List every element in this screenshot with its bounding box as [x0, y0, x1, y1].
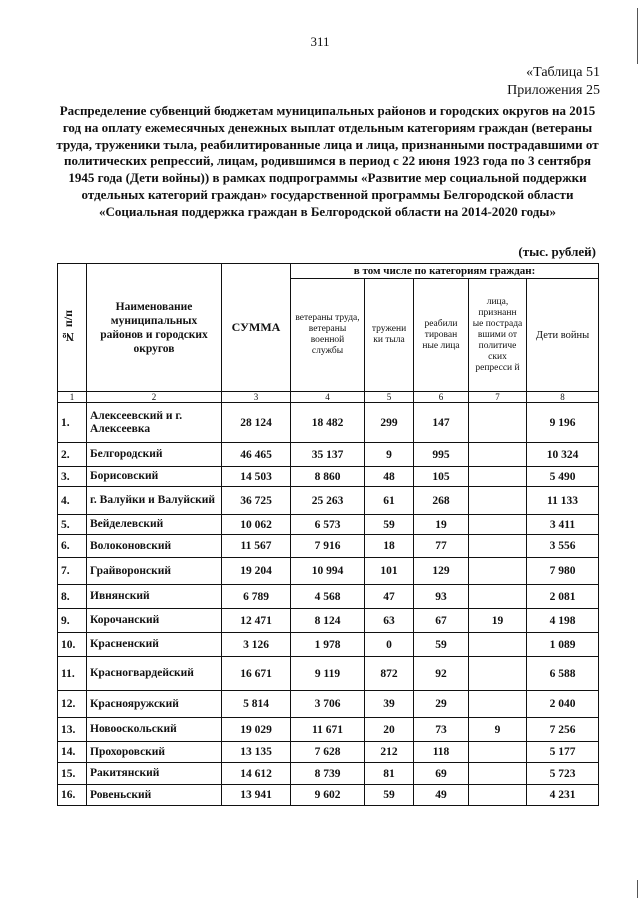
row-number: 1.: [58, 403, 87, 443]
row-home-front: 59: [365, 515, 414, 535]
table-row: [58, 558, 599, 585]
row-district-name: Вейделевский: [87, 515, 222, 535]
row-district-name: Белгородский: [87, 443, 222, 467]
row-rehabilitated: 268: [414, 487, 469, 515]
row-sum: 11 567: [222, 535, 291, 558]
row-rehabilitated: 77: [414, 535, 469, 558]
row-repressed: [469, 535, 527, 558]
row-war-children: 1 089: [527, 633, 599, 657]
row-war-children: 7 256: [527, 718, 599, 742]
table-row: [58, 718, 599, 742]
row-repressed: 19: [469, 609, 527, 633]
row-number: 3.: [58, 467, 87, 487]
row-repressed: [469, 691, 527, 718]
row-home-front: 9: [365, 443, 414, 467]
row-repressed: [469, 558, 527, 585]
row-rehabilitated: 129: [414, 558, 469, 585]
table-body: [58, 403, 599, 806]
row-rehabilitated: 995: [414, 443, 469, 467]
header-num-text: № п/п: [61, 310, 75, 345]
header-sum: СУММА: [222, 264, 291, 392]
row-rehabilitated: 93: [414, 585, 469, 609]
row-number: 11.: [58, 657, 87, 691]
row-number: 7.: [58, 558, 87, 585]
row-sum: 19 204: [222, 558, 291, 585]
col-number: 4: [291, 392, 365, 403]
table-row: [58, 657, 599, 691]
col-number: 1: [58, 392, 87, 403]
scan-edge-mark: [637, 8, 638, 64]
row-repressed: [469, 585, 527, 609]
row-war-children: 4 231: [527, 785, 599, 806]
row-district-name: Корочанский: [87, 609, 222, 633]
row-district-name: Алексеевский и г. Алексеевка: [87, 403, 222, 443]
row-rehabilitated: 92: [414, 657, 469, 691]
document-title: Распределение субвенций бюджетам муниципальных районов и городских округов на 2015 год на оплату ежемесячных денежных выплат отдельным категориям граждан (ветераны труда, труженики тыла, реабилитированные лица и лица, признанными пострадавшими от политических репрессий, лицам, родившимся в период с 22 июня 1923 года по 3 сентября 1945 года (Дети войны)) в рамках подпрограммы «Развитие мер социальной поддержки отдельных категорий граждан» государственной программы Белгородской области «Социальная поддержка граждан в Белгородской области на 2014-2020 годы»: [56, 103, 599, 219]
row-district-name: Красногвардейский: [87, 657, 222, 691]
units-label: (тыс. рублей): [518, 244, 596, 259]
row-number: 15.: [58, 763, 87, 785]
row-veterans: 1 978: [291, 633, 365, 657]
row-repressed: 9: [469, 718, 527, 742]
row-rehabilitated: 19: [414, 515, 469, 535]
row-veterans: 4 568: [291, 585, 365, 609]
row-rehabilitated: 59: [414, 633, 469, 657]
row-rehabilitated: 73: [414, 718, 469, 742]
col-number: 3: [222, 392, 291, 403]
row-veterans: 11 671: [291, 718, 365, 742]
row-veterans: 8 124: [291, 609, 365, 633]
row-sum: 5 814: [222, 691, 291, 718]
row-home-front: 81: [365, 763, 414, 785]
row-rehabilitated: 49: [414, 785, 469, 806]
header-war-children: Дети войны: [527, 279, 599, 392]
row-home-front: 39: [365, 691, 414, 718]
row-veterans: 18 482: [291, 403, 365, 443]
table-row: [58, 403, 599, 443]
row-repressed: [469, 403, 527, 443]
row-sum: 46 465: [222, 443, 291, 467]
row-home-front: 63: [365, 609, 414, 633]
col-number: 5: [365, 392, 414, 403]
table-row: [58, 467, 599, 487]
row-war-children: 3 411: [527, 515, 599, 535]
row-veterans: 8 860: [291, 467, 365, 487]
col-number: 6: [414, 392, 469, 403]
row-sum: 16 671: [222, 657, 291, 691]
table-row: [58, 763, 599, 785]
row-veterans: 7 916: [291, 535, 365, 558]
row-war-children: 5 177: [527, 742, 599, 763]
row-repressed: [469, 467, 527, 487]
row-veterans: 9 119: [291, 657, 365, 691]
table-row: [58, 535, 599, 558]
row-sum: 3 126: [222, 633, 291, 657]
row-veterans: 6 573: [291, 515, 365, 535]
header-num: [58, 264, 87, 392]
row-district-name: г. Валуйки и Валуйский: [87, 487, 222, 515]
row-war-children: 5 723: [527, 763, 599, 785]
annex-reference: [507, 64, 600, 100]
row-home-front: 20: [365, 718, 414, 742]
row-repressed: [469, 515, 527, 535]
row-home-front: 212: [365, 742, 414, 763]
row-war-children: 11 133: [527, 487, 599, 515]
row-sum: 28 124: [222, 403, 291, 443]
row-sum: 19 029: [222, 718, 291, 742]
row-repressed: [469, 742, 527, 763]
row-number: 16.: [58, 785, 87, 806]
row-number: 4.: [58, 487, 87, 515]
row-home-front: 47: [365, 585, 414, 609]
table-row: [58, 609, 599, 633]
column-number-row: [58, 392, 599, 403]
row-war-children: 7 980: [527, 558, 599, 585]
row-war-children: 2 081: [527, 585, 599, 609]
row-rehabilitated: 118: [414, 742, 469, 763]
row-sum: 12 471: [222, 609, 291, 633]
row-home-front: 872: [365, 657, 414, 691]
row-rehabilitated: 69: [414, 763, 469, 785]
scan-edge-mark: [637, 880, 638, 898]
row-number: 12.: [58, 691, 87, 718]
row-war-children: 10 324: [527, 443, 599, 467]
row-district-name: Грайворонский: [87, 558, 222, 585]
header-veterans: ветераны труда, ветераны военной службы: [291, 279, 365, 392]
row-district-name: Красненский: [87, 633, 222, 657]
row-war-children: 2 040: [527, 691, 599, 718]
row-rehabilitated: 29: [414, 691, 469, 718]
row-number: 13.: [58, 718, 87, 742]
col-number: 8: [527, 392, 599, 403]
row-district-name: Ракитянский: [87, 763, 222, 785]
table-row: [58, 785, 599, 806]
row-district-name: Прохоровский: [87, 742, 222, 763]
row-sum: 6 789: [222, 585, 291, 609]
row-home-front: 18: [365, 535, 414, 558]
table-row: [58, 742, 599, 763]
header-name: Наименование муниципальных районов и городских округов: [87, 264, 222, 392]
page-number: 311: [310, 34, 330, 49]
row-war-children: 6 588: [527, 657, 599, 691]
row-number: 2.: [58, 443, 87, 467]
header-home-front: тружени ки тыла: [365, 279, 414, 392]
row-number: 9.: [58, 609, 87, 633]
row-home-front: 299: [365, 403, 414, 443]
header-category-group: в том числе по категориям граждан:: [291, 264, 599, 279]
table-row: [58, 487, 599, 515]
row-war-children: 5 490: [527, 467, 599, 487]
row-sum: 14 612: [222, 763, 291, 785]
row-home-front: 101: [365, 558, 414, 585]
row-repressed: [469, 785, 527, 806]
header-rehabilitated: реабили тирован ные лица: [414, 279, 469, 392]
row-number: 6.: [58, 535, 87, 558]
row-district-name: Краснояружский: [87, 691, 222, 718]
annex-appendix-label: Приложения 25: [507, 83, 600, 98]
row-repressed: [469, 763, 527, 785]
row-sum: 13 135: [222, 742, 291, 763]
row-repressed: [469, 633, 527, 657]
row-district-name: Ровеньский: [87, 785, 222, 806]
table-row: [58, 443, 599, 467]
row-rehabilitated: 105: [414, 467, 469, 487]
row-rehabilitated: 147: [414, 403, 469, 443]
col-number: 2: [87, 392, 222, 403]
row-home-front: 59: [365, 785, 414, 806]
row-war-children: 9 196: [527, 403, 599, 443]
row-veterans: 35 137: [291, 443, 365, 467]
table-row: [58, 691, 599, 718]
row-war-children: 3 556: [527, 535, 599, 558]
row-sum: 14 503: [222, 467, 291, 487]
row-number: 10.: [58, 633, 87, 657]
row-veterans: 10 994: [291, 558, 365, 585]
row-district-name: Волоконовский: [87, 535, 222, 558]
table-row: [58, 633, 599, 657]
row-home-front: 48: [365, 467, 414, 487]
row-home-front: 61: [365, 487, 414, 515]
annex-table-label: «Таблица 51: [526, 65, 600, 80]
row-veterans: 7 628: [291, 742, 365, 763]
row-rehabilitated: 67: [414, 609, 469, 633]
row-number: 14.: [58, 742, 87, 763]
header-repressed: лица, признанн ые пострада вшими от политиче ских репресси й: [469, 279, 527, 392]
table-row: [58, 585, 599, 609]
col-number: 7: [469, 392, 527, 403]
row-home-front: 0: [365, 633, 414, 657]
row-number: 8.: [58, 585, 87, 609]
row-repressed: [469, 657, 527, 691]
row-district-name: Ивнянский: [87, 585, 222, 609]
row-repressed: [469, 443, 527, 467]
row-veterans: 8 739: [291, 763, 365, 785]
row-veterans: 25 263: [291, 487, 365, 515]
row-district-name: Новооскольский: [87, 718, 222, 742]
row-sum: 36 725: [222, 487, 291, 515]
row-veterans: 3 706: [291, 691, 365, 718]
row-repressed: [469, 487, 527, 515]
table-row: [58, 515, 599, 535]
row-sum: 10 062: [222, 515, 291, 535]
subvention-table: [57, 263, 599, 806]
row-district-name: Борисовский: [87, 467, 222, 487]
row-veterans: 9 602: [291, 785, 365, 806]
row-number: 5.: [58, 515, 87, 535]
row-sum: 13 941: [222, 785, 291, 806]
row-war-children: 4 198: [527, 609, 599, 633]
